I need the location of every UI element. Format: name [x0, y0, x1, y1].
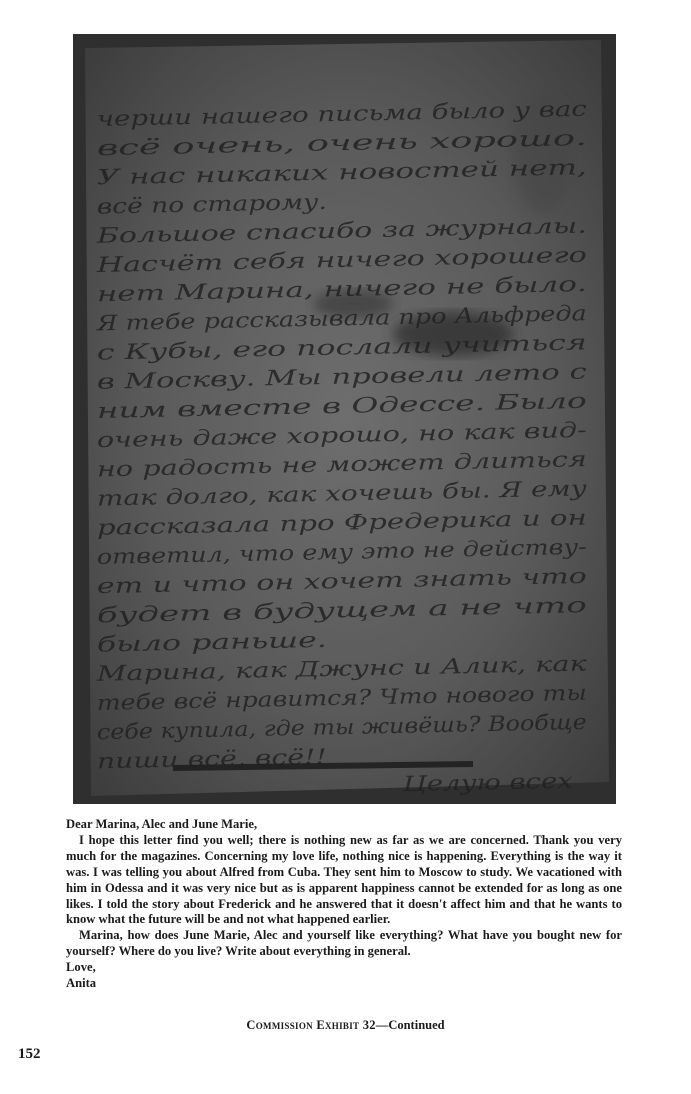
handwritten-line: будет в будущем а не что [96, 597, 400, 628]
handwritten-line: Целую всех [402, 769, 533, 797]
handwritten-line: У нас никаких новостей нет, [96, 158, 430, 190]
handwritten-line: всё по старому. [96, 190, 280, 219]
handwritten-line: так долго, как хочешь бы. Я ему [96, 478, 466, 511]
handwritten-line: в Москву. Мы провели лето с [96, 362, 433, 394]
handwritten-line: Марина, как Джунс и Алик, как [96, 654, 454, 686]
handwritten-line: себе купила, где ты живёшь? Вообще [96, 711, 530, 745]
salutation: Dear Marina, Alec and June Marie, [66, 817, 258, 831]
handwritten-line: нет Марина, ничего не было. [96, 275, 429, 307]
translation-text [66, 817, 622, 992]
caption-suffix: —Continued [375, 1018, 445, 1032]
handwritten-line: было раньше. [96, 629, 250, 657]
handwritten-line: рассказала про Фредерика и он [96, 508, 449, 540]
signature: Anita [66, 976, 97, 991]
handwritten-line: с Кубы, его послали учиться [96, 333, 423, 365]
page-number: 152 [18, 1046, 41, 1062]
translation-paragraph-2: Marina, how does June Marie, Alec and yourself like everything? What have you bought new for yourself? Where do you live? Write about everything in general. [66, 928, 622, 959]
handwritten-line: Я тебе рассказывала про Альфреда [96, 302, 501, 336]
handwritten-line: пиши всё, всё!! [96, 745, 268, 774]
exhibit-caption [0, 1018, 691, 1033]
closing: Love, [66, 960, 96, 975]
handwritten-line: ответил, что ему это не действу- [96, 536, 502, 569]
handwritten-line: Насчёт себя ничего хорошего [96, 245, 439, 277]
handwritten-line: ним вместе в Одессе. Было [96, 392, 412, 423]
letter-photograph [73, 34, 616, 804]
handwritten-line: Большое спасибо за журналы. [96, 216, 441, 248]
caption-prefix: Commission Exhibit 32 [246, 1018, 376, 1032]
handwritten-line: всё очень, очень хорошо. [96, 130, 377, 161]
handwritten-line: очень даже хорошо, но как вид- [96, 420, 456, 453]
handwritten-letter-image [73, 34, 616, 804]
handwritten-line: но радость не может длиться [96, 449, 455, 482]
handwritten-line: ет и что он хочет знать что [96, 567, 440, 599]
translation-paragraph-1: I hope this letter find you well; there is nothing new as far as we are concerned. Thank you very much for the magazines. Concerning my love life, nothing nice is happening. Everything is the way it was. I was telling you about Alfred from Cuba. They sent him to Moscow to study. We vacationed with him in Odessa and it was very nice but as is apparent happiness cannot be extended for as long as one likes. I told the story about Frederick and he answered that it doesn't affect him and that he wants to know what the future will be and not what happened earlier. [66, 832, 622, 927]
handwritten-line: тебе всё нравится? Что нового ты [96, 682, 508, 715]
handwritten-line: черши нашего письма было у вас [96, 99, 470, 131]
